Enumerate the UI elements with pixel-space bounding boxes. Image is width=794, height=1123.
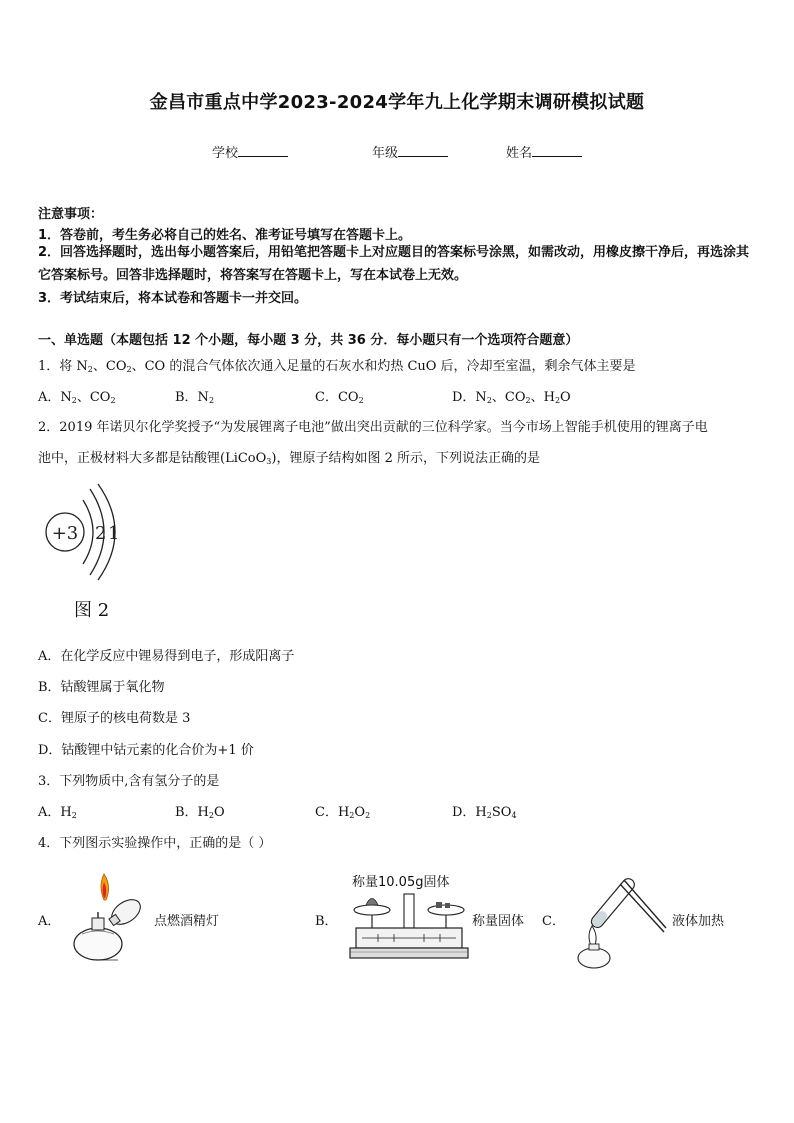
q4-option-c-caption: 液体加热: [672, 914, 725, 929]
q3-option-c: C．$H_2O_2$: [315, 805, 371, 820]
notice-heading: 注意事项：: [38, 207, 104, 222]
q1-option-b: B．$N_2$: [175, 390, 215, 405]
grade-label: 年级: [372, 146, 399, 161]
q1-option-d: D．$N_2$、$CO_2$、$H_2O$: [452, 390, 571, 405]
name-field: [506, 142, 582, 161]
nucleus-charge: +3: [51, 523, 79, 544]
shell-1-electrons: 2: [95, 523, 107, 544]
alcohol-lamp-illustration: [68, 872, 158, 967]
q4-option-a-letter: A．: [38, 914, 61, 929]
q1-stem: 1．将 $N_2$、$CO_2$、CO 的混合气体依次通入足量的石灰水和灼热 CuO 后，冷却至室温，剩余气体主要是: [38, 359, 636, 374]
name-blank: [532, 144, 582, 157]
school-blank: [238, 144, 288, 157]
q2-option-d: D．钴酸锂中钴元素的化合价为+1 价: [38, 743, 254, 758]
page-title: 金昌市重点中学2023-2024学年九上化学期末调研模拟试题: [149, 92, 645, 113]
q2-stem-line1: 2．2019 年诺贝尔化学奖授予“为发展锂离子电池”做出突出贡献的三位科学家。当今市场上智能手机使用的锂离子电: [38, 420, 708, 435]
school-field: [212, 142, 288, 161]
q4-option-b-letter: B．: [315, 914, 338, 929]
section-heading: 一、单选题（本题包括 12 个小题，每小题 3 分，共 36 分．每小题只有一个选项符合题意）: [38, 333, 579, 348]
q4-option-b-caption: 称量固体: [472, 914, 525, 929]
q4-stem: 4．下列图示实验操作中，正确的是（ ）: [38, 836, 272, 851]
q2-option-c: C．锂原子的核电荷数是 3: [38, 711, 191, 726]
grade-field: [372, 142, 448, 161]
q3-option-a: A．$H_2$: [38, 805, 77, 820]
q3-option-d: D．$H_2SO_4$: [452, 805, 517, 820]
q2-option-b: B．钴酸锂属于氧化物: [38, 680, 165, 695]
shell-2-electrons: 1: [108, 523, 120, 544]
grade-blank: [398, 144, 448, 157]
q1-option-c: C．$CO_2$: [315, 390, 364, 405]
name-label: 姓名: [506, 146, 533, 161]
q3-option-b: B．$H_2O$: [175, 805, 225, 820]
q4-option-c-letter: C．: [542, 914, 565, 929]
q4-option-a-caption: 点燃酒精灯: [154, 914, 220, 929]
school-label: 学校: [212, 146, 239, 161]
test-tube-heating-illustration: [568, 872, 668, 970]
q3-stem: 3．下列物质中,含有氢分子的是: [38, 774, 220, 789]
lithium-atom-diagram: [40, 482, 140, 582]
q2-stem-line2: 池中，正极材料大多都是钴酸锂(LiCoO$_3$)，锂原子结构如图 2 所示，下列说法正确的是: [38, 451, 540, 466]
q2-option-a: A．在化学反应中锂易得到电子，形成阳离子: [38, 649, 295, 664]
notice-item-3: 3．考试结束后，将本试卷和答题卡一并交回。: [38, 291, 308, 306]
q1-option-a: A．$N_2$、$CO_2$: [38, 390, 116, 405]
figure-caption: 图 2: [74, 600, 110, 621]
notice-item-2: 2．回答选择题时，选出每小题答案后，用铅笔把答题卡上对应题目的答案标号涂黑，如需改动，用橡皮擦干净后，再选涂其它答案标号。回答非选择题时，将答案写在答题卡上，写在本试卷上无效。: [38, 245, 750, 283]
balance-scale-illustration: [348, 890, 470, 970]
q4-option-b-top-caption: 称量10.05g固体: [352, 875, 450, 890]
notice-item-1: 1．答卷前，考生务必将自己的姓名、准考证号填写在答题卡上。: [38, 228, 412, 243]
